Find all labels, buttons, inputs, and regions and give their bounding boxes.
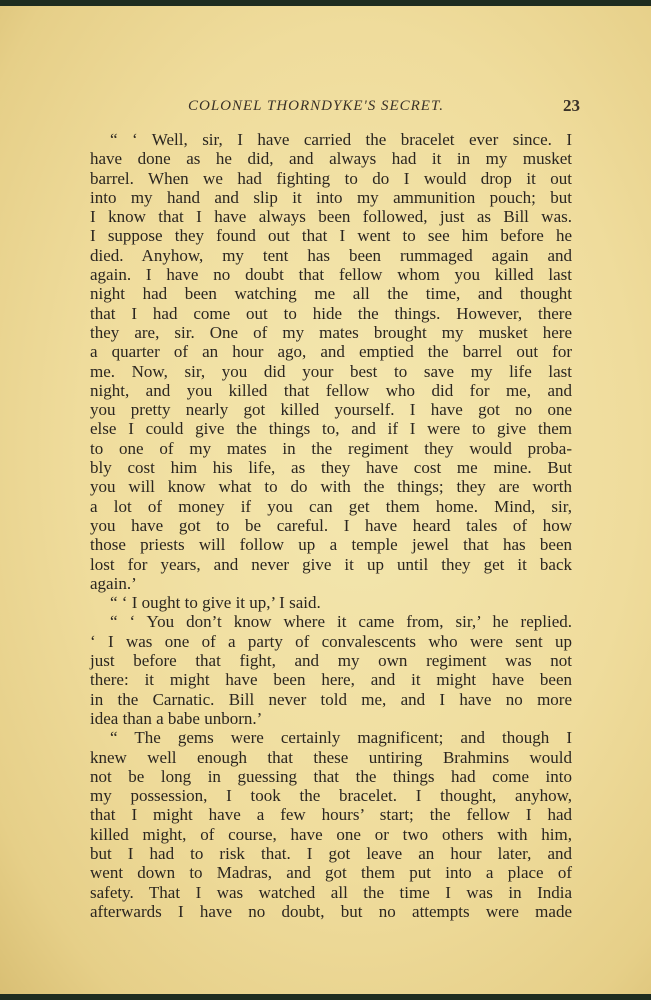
text-line: night, and you killed that fellow who did for me, and [90,380,572,400]
text-line: I suppose they found out that I went to see him before he [90,226,572,246]
text-line: you will know what to do with the things; they are worth [90,477,572,497]
book-edge-bottom [0,994,651,1000]
text-line: a lot of money if you can get them home. Mind, sir, [90,496,572,516]
text-line: lost for years, and never give it up until they get it back [90,554,572,574]
text-line: to one of my mates in the regiment they would proba- [90,438,572,458]
body-text [90,130,572,921]
text-line: night had been watching me all the time, and thought [90,284,572,304]
running-title: COLONEL THORNDYKE'S SECRET. [188,98,444,114]
text-line: you have got to be careful. I have heard tales of how [90,515,572,535]
text-line: my possession, I took the bracelet. I thought, anyhow, [90,786,572,806]
page-header [80,96,580,118]
text-line: that I had come out to hide the things. However, there [90,303,572,323]
text-line: “ ‘ I ought to give it up,’ I said. [110,593,321,613]
text-line: me. Now, sir, you did your best to save my life last [90,361,572,381]
text-line: again. I have no doubt that fellow whom you killed last [90,265,572,285]
text-line: bly cost him his life, as they have cost me mine. But [90,458,572,478]
text-line: not be long in guessing that the things had come into [90,766,572,786]
text-line: again.’ [90,573,137,593]
text-line: “ ‘ Well, sir, I have carried the bracelet ever since. I [110,130,572,149]
text-line: those priests will follow up a temple jewel that has been [90,535,572,555]
text-line: ‘ I was one of a party of convalescents who were sent up [90,631,572,651]
text-line: you pretty nearly got killed yourself. I have got no one [90,400,572,420]
text-line: killed might, of course, have one or two others with him, [90,824,572,844]
text-line: knew well enough that these untiring Brahmins would [90,747,572,767]
text-line: idea than a babe unborn.’ [90,708,263,728]
text-line: have done as he did, and always had it in my musket [90,149,572,169]
page-number: 23 [563,96,580,115]
book-page [0,6,651,994]
text-line: went down to Madras, and got them put into a place of [90,863,572,883]
text-line: they are, sir. One of my mates brought my musket here [90,322,572,342]
text-line: a quarter of an hour ago, and emptied the barrel out for [90,342,572,362]
text-line: that I might have a few hours’ start; the fellow I had [90,805,572,825]
text-line: died. Anyhow, my tent has been rummaged again and [90,245,572,265]
text-line: in the Carnatic. Bill never told me, and I have no more [90,689,572,709]
text-line: but I had to risk that. I got leave an hour later, and [90,843,572,863]
text-line: safety. That I was watched all the time I was in India [90,882,572,902]
text-line: else I could give the things to, and if I were to give them [90,419,572,439]
text-line: barrel. When we had fighting to do I would drop it out [90,168,572,188]
text-line: just before that fight, and my own regiment was not [90,651,572,671]
text-line: afterwards I have no doubt, but no attempts were made [90,901,572,921]
text-line: into my hand and slip it into my ammunition pouch; but [90,187,572,207]
text-line: I know that I have always been followed, just as Bill was. [90,207,572,227]
text-line: “ The gems were certainly magnificent; and though I [110,728,572,748]
text-line: “ ‘ You don’t know where it came from, sir,’ he replied. [110,612,572,632]
text-line: there: it might have been here, and it might have been [90,670,572,690]
